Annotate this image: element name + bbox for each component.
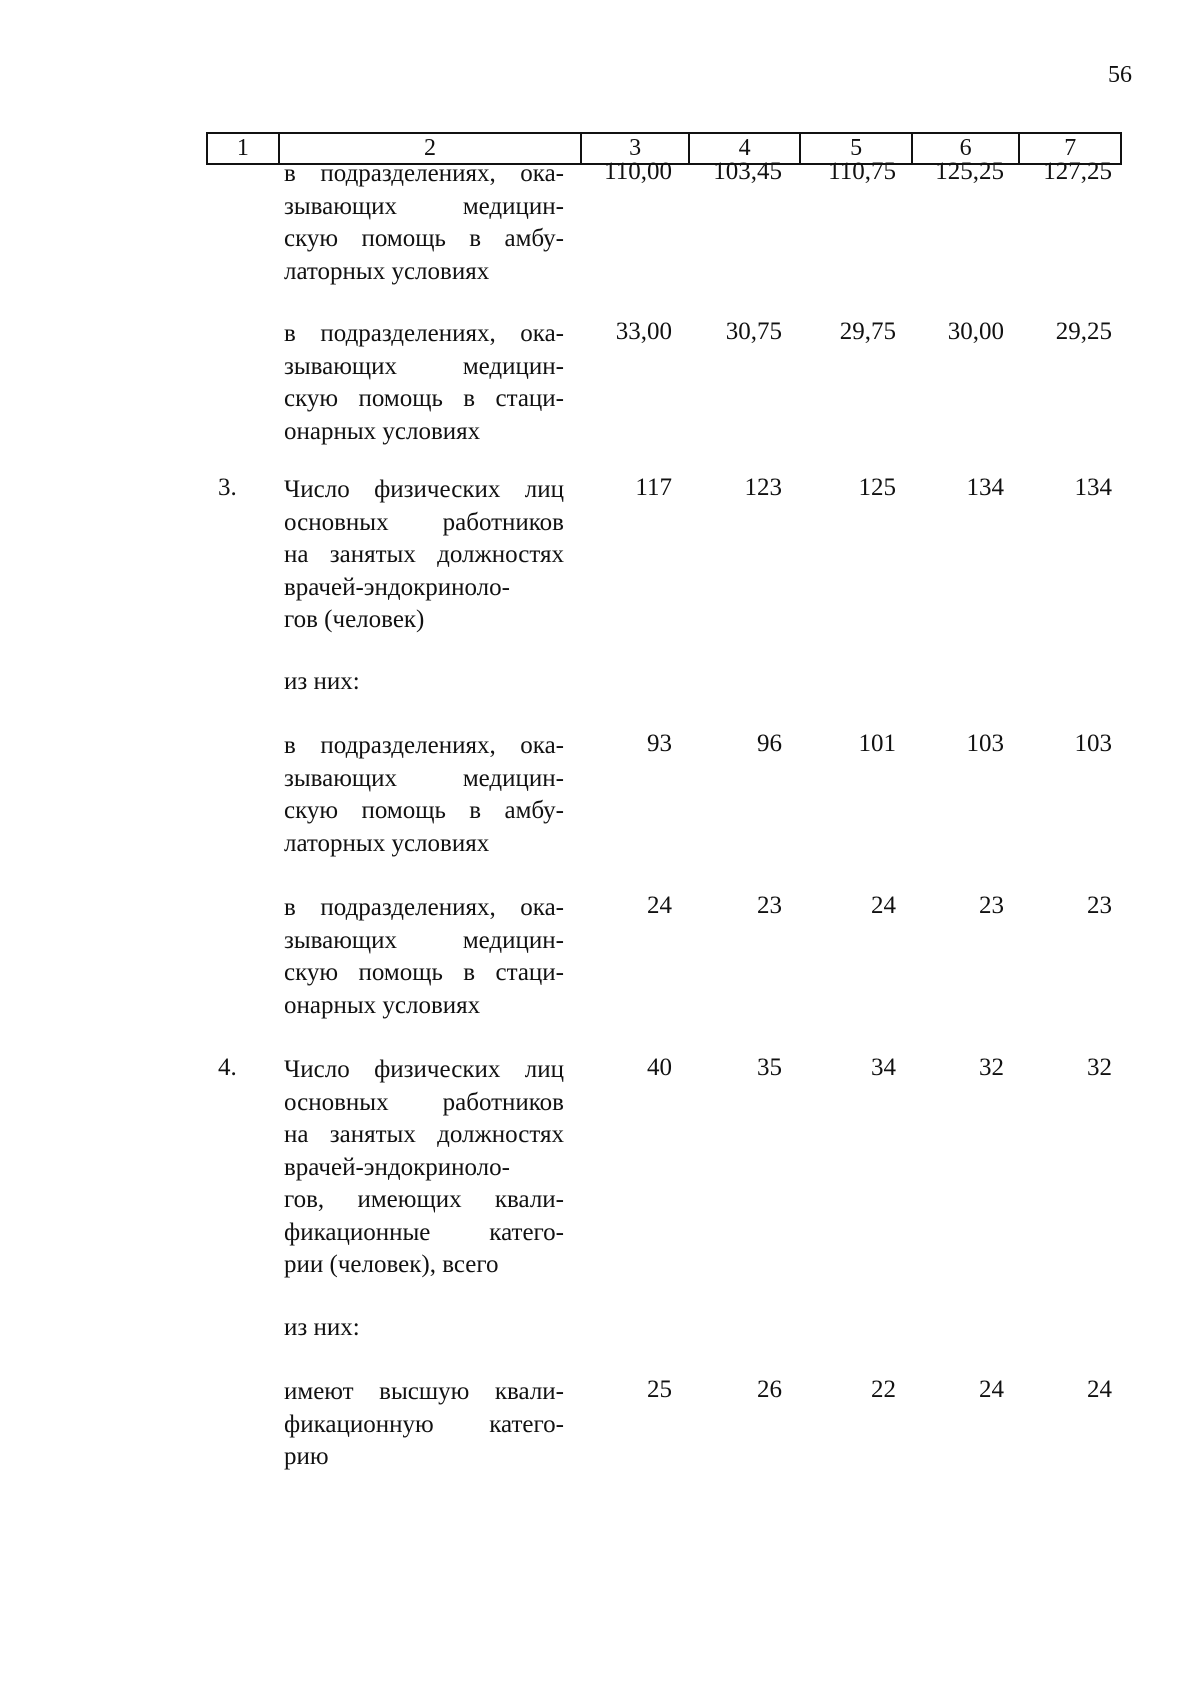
header-cell-3: 3 bbox=[580, 134, 688, 163]
label-line: латорных условиях bbox=[284, 829, 490, 857]
cell-col5: 101 bbox=[858, 730, 896, 757]
cell-col5: 29,75 bbox=[839, 318, 896, 345]
cell-col7: 24 bbox=[1087, 1376, 1112, 1403]
cell-col6: 125,25 bbox=[935, 158, 1004, 185]
cell-col3: 93 bbox=[647, 730, 672, 757]
cell-col3: 33,00 bbox=[615, 318, 672, 345]
cell-col6: 32 bbox=[979, 1054, 1004, 1081]
row-number: 4. bbox=[218, 1054, 237, 1081]
cell-col7: 32 bbox=[1087, 1054, 1112, 1081]
row-label bbox=[284, 158, 564, 288]
label-line: врачей-эндокриноло- bbox=[284, 1153, 510, 1181]
cell-col3: 110,00 bbox=[604, 158, 672, 185]
cell-col5: 22 bbox=[871, 1376, 896, 1403]
label-line: врачей-эндокриноло- bbox=[284, 573, 510, 601]
label-line: имеют высшую квали- bbox=[284, 1378, 564, 1405]
cell-col7: 103 bbox=[1074, 730, 1112, 757]
header-cell-5: 5 bbox=[799, 134, 911, 163]
label-line: скую помощь в амбу- bbox=[284, 225, 564, 252]
label-line: в подразделениях, ока- bbox=[284, 732, 564, 759]
cell-col7: 23 bbox=[1087, 892, 1112, 919]
label-line: зывающих медицин- bbox=[284, 926, 564, 954]
cell-col6: 23 bbox=[979, 892, 1004, 919]
header-cell-6: 6 bbox=[911, 134, 1019, 163]
label-line: онарных условиях bbox=[284, 417, 481, 445]
cell-col6: 24 bbox=[979, 1376, 1004, 1403]
label-line: онарных условиях bbox=[284, 991, 481, 1019]
label-line: в подразделениях, ока- bbox=[284, 160, 564, 187]
row-label bbox=[284, 1054, 564, 1282]
label-line: латорных условиях bbox=[284, 257, 490, 285]
cell-col4: 103,45 bbox=[713, 158, 782, 185]
cell-col6: 134 bbox=[966, 474, 1004, 501]
cell-col4: 23 bbox=[757, 892, 782, 919]
label-line: рию bbox=[284, 1443, 329, 1470]
cell-col5: 34 bbox=[871, 1054, 896, 1081]
label-line: скую помощь в стаци- bbox=[284, 385, 564, 412]
row-label bbox=[284, 1376, 564, 1474]
label-line: скую помощь в стаци- bbox=[284, 959, 564, 986]
cell-col4: 123 bbox=[744, 474, 782, 501]
label-line: на занятых должностях bbox=[284, 1121, 564, 1148]
cell-col4: 30,75 bbox=[725, 318, 782, 345]
label-line: гов (человек) bbox=[284, 606, 425, 633]
label-line: основных работников bbox=[284, 508, 564, 536]
label-line: в подразделениях, ока- bbox=[284, 894, 564, 921]
label-line: Число физических лиц bbox=[284, 476, 564, 503]
cell-col6: 30,00 bbox=[947, 318, 1004, 345]
label-line: из них: bbox=[284, 668, 360, 695]
cell-col7: 127,25 bbox=[1043, 158, 1112, 185]
label-line: основных работников bbox=[284, 1088, 564, 1116]
page-number: 56 bbox=[1108, 62, 1132, 88]
label-line: гов, имеющих квали- bbox=[284, 1186, 564, 1213]
cell-col3: 117 bbox=[635, 474, 672, 501]
cell-col7: 29,25 bbox=[1055, 318, 1112, 345]
row-number: 3. bbox=[218, 474, 237, 501]
header-cell-7: 7 bbox=[1018, 134, 1120, 163]
cell-col3: 40 bbox=[647, 1054, 672, 1081]
row-label bbox=[284, 730, 564, 860]
label-line: из них: bbox=[284, 1314, 360, 1341]
label-line: фикационную катего- bbox=[284, 1410, 564, 1438]
cell-col4: 35 bbox=[757, 1054, 782, 1081]
header-cell-4: 4 bbox=[688, 134, 800, 163]
cell-col7: 134 bbox=[1074, 474, 1112, 501]
cell-col5: 110,75 bbox=[828, 158, 896, 185]
header-cell-2: 2 bbox=[278, 134, 581, 163]
label-line: скую помощь в амбу- bbox=[284, 797, 564, 824]
row-label bbox=[284, 892, 564, 1022]
cell-col5: 24 bbox=[871, 892, 896, 919]
cell-col3: 25 bbox=[647, 1376, 672, 1403]
cell-col4: 96 bbox=[757, 730, 782, 757]
label-line: зывающих медицин- bbox=[284, 352, 564, 380]
label-line: в подразделениях, ока- bbox=[284, 320, 564, 347]
label-line: зывающих медицин- bbox=[284, 764, 564, 792]
cell-col5: 125 bbox=[858, 474, 896, 501]
cell-col3: 24 bbox=[647, 892, 672, 919]
label-line: зывающих медицин- bbox=[284, 192, 564, 220]
row-label bbox=[284, 474, 564, 637]
cell-col6: 103 bbox=[966, 730, 1004, 757]
row-label bbox=[284, 318, 564, 448]
row-label bbox=[284, 1312, 564, 1345]
label-line: Число физических лиц bbox=[284, 1056, 564, 1083]
header-cell-1: 1 bbox=[236, 135, 249, 161]
label-line: фикационные катего- bbox=[284, 1218, 564, 1246]
row-label bbox=[284, 666, 564, 699]
label-line: рии (человек), всего bbox=[284, 1251, 499, 1278]
label-line: на занятых должностях bbox=[284, 541, 564, 568]
cell-col4: 26 bbox=[757, 1376, 782, 1403]
